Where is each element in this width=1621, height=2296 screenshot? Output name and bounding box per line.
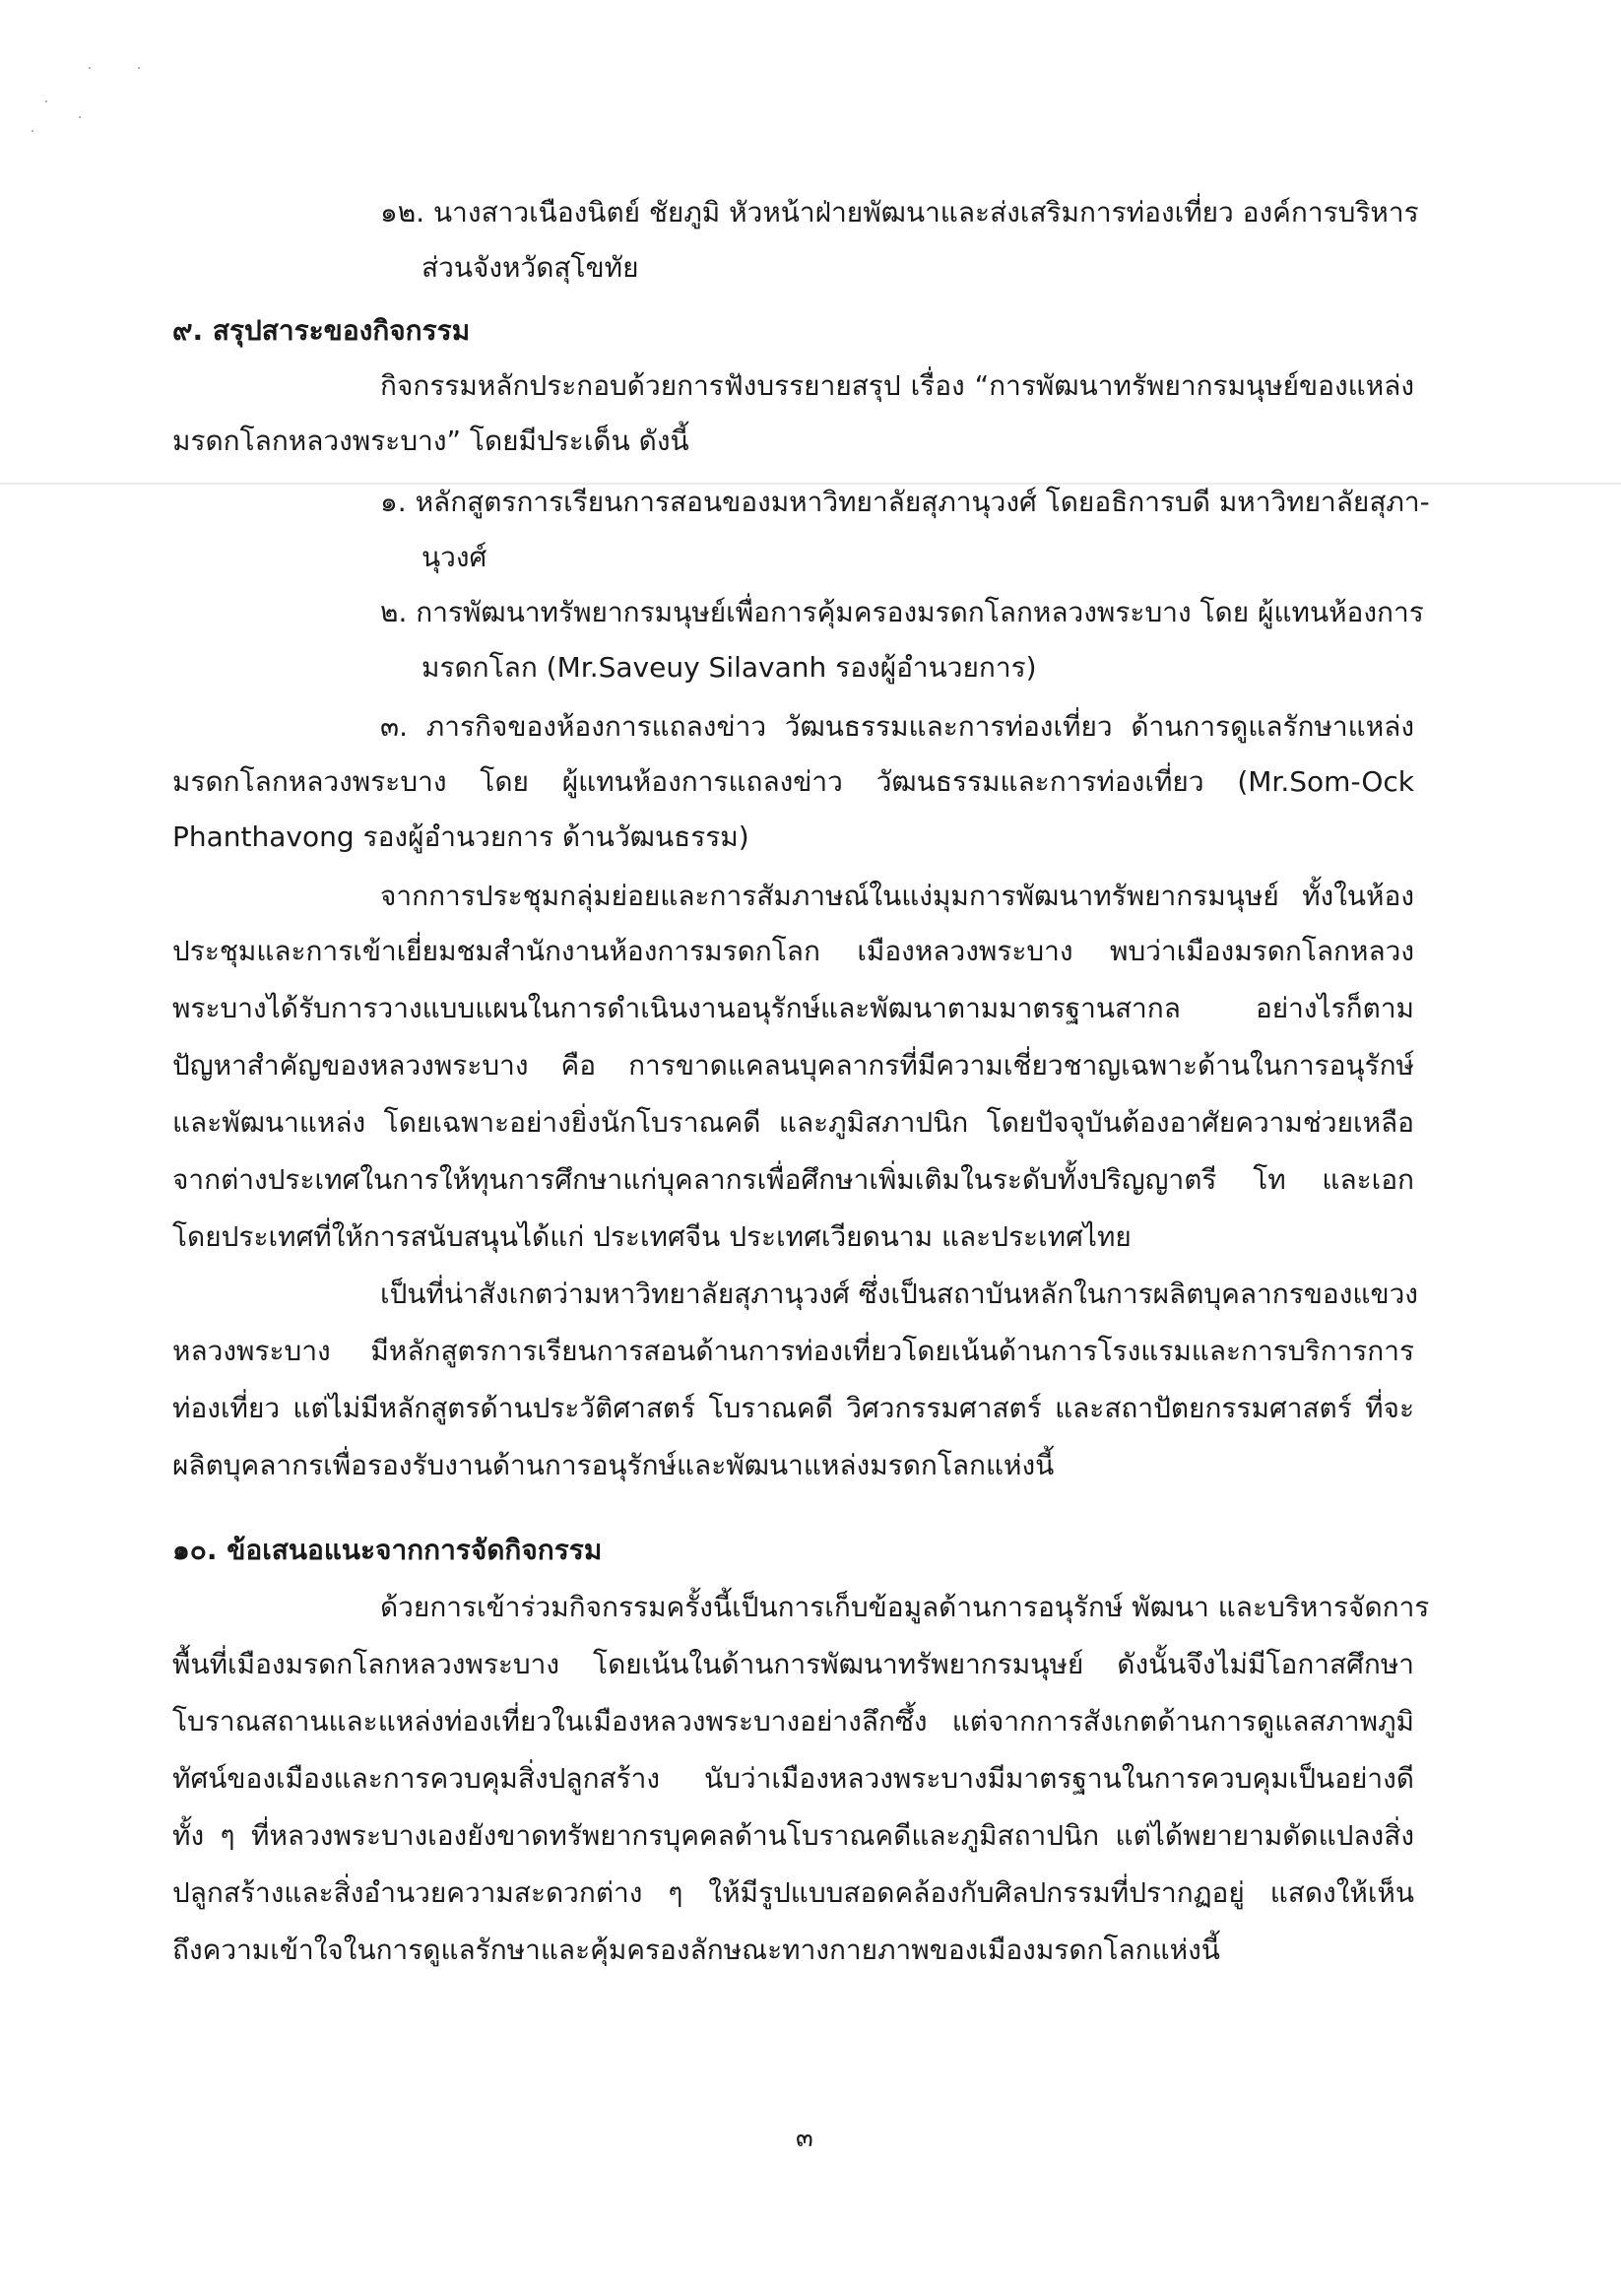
item-3-line-3: Phanthavong รองผู้อำนวยการ ด้านวัฒนธรรม) — [172, 820, 749, 853]
para-2-line-3: ท่องเที่ยว แต่ไม่มีหลักสูตรด้านประวัติศาสตร์ โบราณคดี วิศวกรรมศาสตร์ และสถาปัตยกรรมศาสตร์ ที่จะ — [172, 1392, 1414, 1424]
item-1-line-2: นุวงศ์ — [421, 541, 487, 573]
para-1-line-3: พระบางได้รับการวางแบบแผนในการดำเนินงานอนุรักษ์และพัฒนาตามมาตรฐานสากล อย่างไรก็ตาม — [172, 992, 1414, 1024]
para-2-line-1: เป็นที่น่าสังเกตว่ามหาวิทยาลัยสุภานุวงศ์ ซึ่งเป็นสถาบันหลักในการผลิตบุคลากรของแขวง — [380, 1278, 1418, 1310]
section-10-heading: ๑๐. ข้อเสนอแนะจากการจัดกิจกรรม — [172, 1534, 603, 1566]
item-2-line-2: มรดกโลก (Mr.Saveuy Silavanh รองผู้อำนวยการ) — [421, 651, 1037, 684]
section-9-intro-line-1: กิจกรรมหลักประกอบด้วยการฟังบรรยายสรุป เรื่อง “การพัฒนาทรัพยากรมนุษย์ของแหล่ง — [380, 369, 1414, 402]
scan-speck — [45, 100, 47, 102]
page-number: ๓ — [796, 2124, 813, 2153]
item-3-line-1: ๓. ภารกิจของห้องการแถลงข่าว วัฒนธรรมและการท่องเที่ยว ด้านการดูแลรักษาแหล่ง — [380, 710, 1414, 743]
item-3-line-2: มรดกโลกหลวงพระบาง โดย ผู้แทนห้องการแถลงข่าว วัฒนธรรมและการท่องเที่ยว (Mr.Som-Ock — [172, 765, 1414, 798]
item-12-line-2: ส่วนจังหวัดสุโขทัย — [421, 251, 639, 284]
para-1-line-2: ประชุมและการเข้าเยี่ยมชมสำนักงานห้องการมรดกโลก เมืองหลวงพระบาง พบว่าเมืองมรดกโลกหลวง — [172, 935, 1414, 967]
section-10-line-3: โบราณสถานและแหล่งท่องเที่ยวในเมืองหลวงพระบางอย่างลึกซึ้ง แต่จากการสังเกตด้านการดูแลสภาพภูมิ — [172, 1705, 1414, 1738]
section-10-line-7: ถึงความเข้าใจในการดูแลรักษาและคุ้มครองลักษณะทางกายภาพของเมืองมรดกโลกแห่งนี้ — [172, 1934, 1220, 1966]
item-2-line-1: ๒. การพัฒนาทรัพยากรมนุษย์เพื่อการคุ้มครองมรดกโลกหลวงพระบาง โดย ผู้แทนห้องการ — [380, 596, 1424, 628]
scan-speck — [79, 116, 81, 118]
para-1-line-4: ปัญหาสำคัญของหลวงพระบาง คือ การขาดแคลนบุคลากรที่มีความเชี่ยวชาญเฉพาะด้านในการอนุรักษ์ — [172, 1049, 1414, 1082]
section-9-intro-line-2: มรดกโลกหลวงพระบาง” โดยมีประเด็น ดังนี้ — [172, 425, 689, 457]
scan-speck — [138, 67, 140, 69]
para-1-line-1: จากการประชุมกลุ่มย่อยและการสัมภาษณ์ในแง่มุมการพัฒนาทรัพยากรมนุษย์ ทั้งในห้อง — [380, 880, 1414, 912]
item-12-line-1: ๑๒. นางสาวเนืองนิตย์ ชัยภูมิ หัวหน้าฝ่ายพัฒนาและส่งเสริมการท่องเที่ยว องค์การบริหาร — [380, 196, 1419, 229]
item-1-line-1: ๑. หลักสูตรการเรียนการสอนของมหาวิทยาลัยสุภานุวงศ์ โดยอธิการบดี มหาวิทยาลัยสุภา- — [380, 486, 1430, 518]
section-10-line-4: ทัศน์ของเมืองและการควบคุมสิ่งปลูกสร้าง นับว่าเมืองหลวงพระบางมีมาตรฐานในการควบคุมเป็นอย่างดี — [172, 1762, 1414, 1795]
section-10-line-1: ด้วยการเข้าร่วมกิจกรรมครั้งนี้เป็นการเก็บข้อมูลด้านการอนุรักษ์ พัฒนา และบริหารจัดการ — [380, 1591, 1430, 1623]
section-9-heading: ๙. สรุปสาระของกิจกรรม — [172, 314, 471, 347]
section-10-line-2: พื้นที่เมืองมรดกโลกหลวงพระบาง โดยเน้นในด้านการพัฒนาทรัพยากรมนุษย์ ดังนั้นจึงไม่มีโอกาสศึกษา — [172, 1648, 1414, 1680]
para-1-line-6: จากต่างประเทศในการให้ทุนการศึกษาแก่บุคลากรเพื่อศึกษาเพิ่มเติมในระดับทั้งปริญญาตรี โท และเอก — [172, 1163, 1414, 1196]
scan-speck — [32, 130, 33, 132]
section-10-line-6: ปลูกสร้างและสิ่งอำนวยความสะดวกต่าง ๆ ให้มีรูปแบบสอดคล้องกับศิลปกรรมที่ปรากฏอยู่ แสดงให้เห็น — [172, 1876, 1414, 1909]
para-2-line-2: หลวงพระบาง มีหลักสูตรการเรียนการสอนด้านการท่องเที่ยวโดยเน้นด้านการโรงแรมและการบริการการ — [172, 1335, 1414, 1367]
section-10-line-5: ทั้ง ๆ ที่หลวงพระบางเองยังขาดทรัพยากรบุคคลด้านโบราณคดีและภูมิสถาปนิก แต่ได้พยายามดัดแปลงสิ่ง — [172, 1819, 1414, 1852]
scan-speck — [89, 67, 91, 69]
para-1-line-7: โดยประเทศที่ให้การสนับสนุนได้แก่ ประเทศจีน ประเทศเวียดนาม และประเทศไทย — [172, 1220, 1132, 1253]
para-1-line-5: และพัฒนาแหล่ง โดยเฉพาะอย่างยิ่งนักโบราณคดี และภูมิสภาปนิก โดยปัจจุบันต้องอาศัยความช่วยเหลือ — [172, 1106, 1414, 1139]
para-2-line-4: ผลิตบุคลากรเพื่อรองรับงานด้านการอนุรักษ์และพัฒนาแหล่งมรดกโลกแห่งนี้ — [172, 1449, 1055, 1481]
